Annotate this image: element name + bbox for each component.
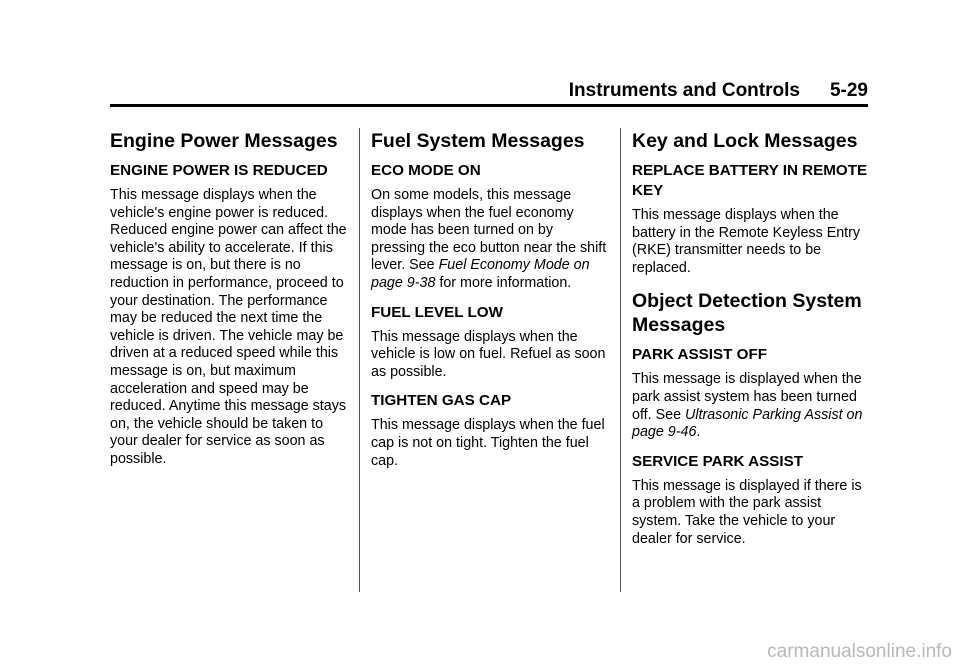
message-description — [632, 371, 872, 441]
cross-reference-link[interactable]: Ultrasonic Parking Assist on page 9-46 — [632, 406, 863, 441]
message-heading: REPLACE BATTERY IN REMOTE KEY — [632, 162, 868, 199]
message-description: This message displays when the vehicle's engine power is reduced. Reduced engine power can affect the vehicle's ability to accelerate. If this message is on, but there is no reduction in performance, proceed to your destination. The performance may be reduced the next time the vehicle is driven. The vehicle may be driven at a reduced speed while this message is on, but maximum acceleration and speed may be reduced. Anytime this message stays on, the vehicle should be taken to your dealer for service as soon as possible. — [110, 187, 347, 467]
message-heading: ECO MODE ON — [371, 162, 481, 179]
text: for more information. — [435, 274, 572, 291]
section-heading: Fuel System Messages — [371, 130, 585, 152]
message-heading: TIGHTEN GAS CAP — [371, 392, 512, 410]
text: . — [696, 424, 701, 441]
message-description: This message displays when the vehicle is low on fuel. Refuel as soon as possible. — [371, 328, 606, 380]
message-description: This message displays when the fuel cap is not on tight. Tighten the fuel cap. — [371, 417, 605, 469]
message-description: This message is displayed if there is a problem with the park assist system. Take the vehicle to your dealer for service. — [632, 477, 862, 547]
section-title: Instruments and Controls — [568, 80, 800, 101]
section-heading: Engine Power Messages — [110, 130, 338, 152]
column-left — [110, 129, 350, 479]
message-heading: FUEL LEVEL LOW — [371, 303, 503, 321]
header-rule — [110, 104, 868, 107]
message-heading: SERVICE PARK ASSIST — [632, 452, 804, 470]
column-right — [632, 129, 872, 558]
page-header — [110, 80, 868, 102]
message-heading: PARK ASSIST OFF — [632, 346, 768, 364]
section-heading: Object Detection System Messages — [632, 290, 862, 337]
column-divider — [620, 128, 621, 592]
text: On some models, this message displays when the fuel economy mode has been turned on by pressing the eco button near the shift lever. See — [371, 187, 607, 274]
page-number: 5-29 — [829, 80, 868, 101]
section-heading: Key and Lock Messages — [632, 130, 858, 152]
watermark: carmanualsonline.info — [767, 641, 952, 662]
message-description — [371, 187, 611, 293]
cross-reference-link[interactable]: Fuel Economy Mode on page 9-38 — [371, 257, 590, 291]
message-description: This message displays when the battery in the Remote Keyless Entry (RKE) transmitter needs to be replaced. — [632, 207, 861, 276]
column-divider — [359, 128, 360, 592]
message-heading: ENGINE POWER IS REDUCED — [110, 162, 328, 179]
column-middle — [371, 129, 611, 480]
text: This message is displayed when the park assist system has been turned off. See — [632, 371, 862, 423]
